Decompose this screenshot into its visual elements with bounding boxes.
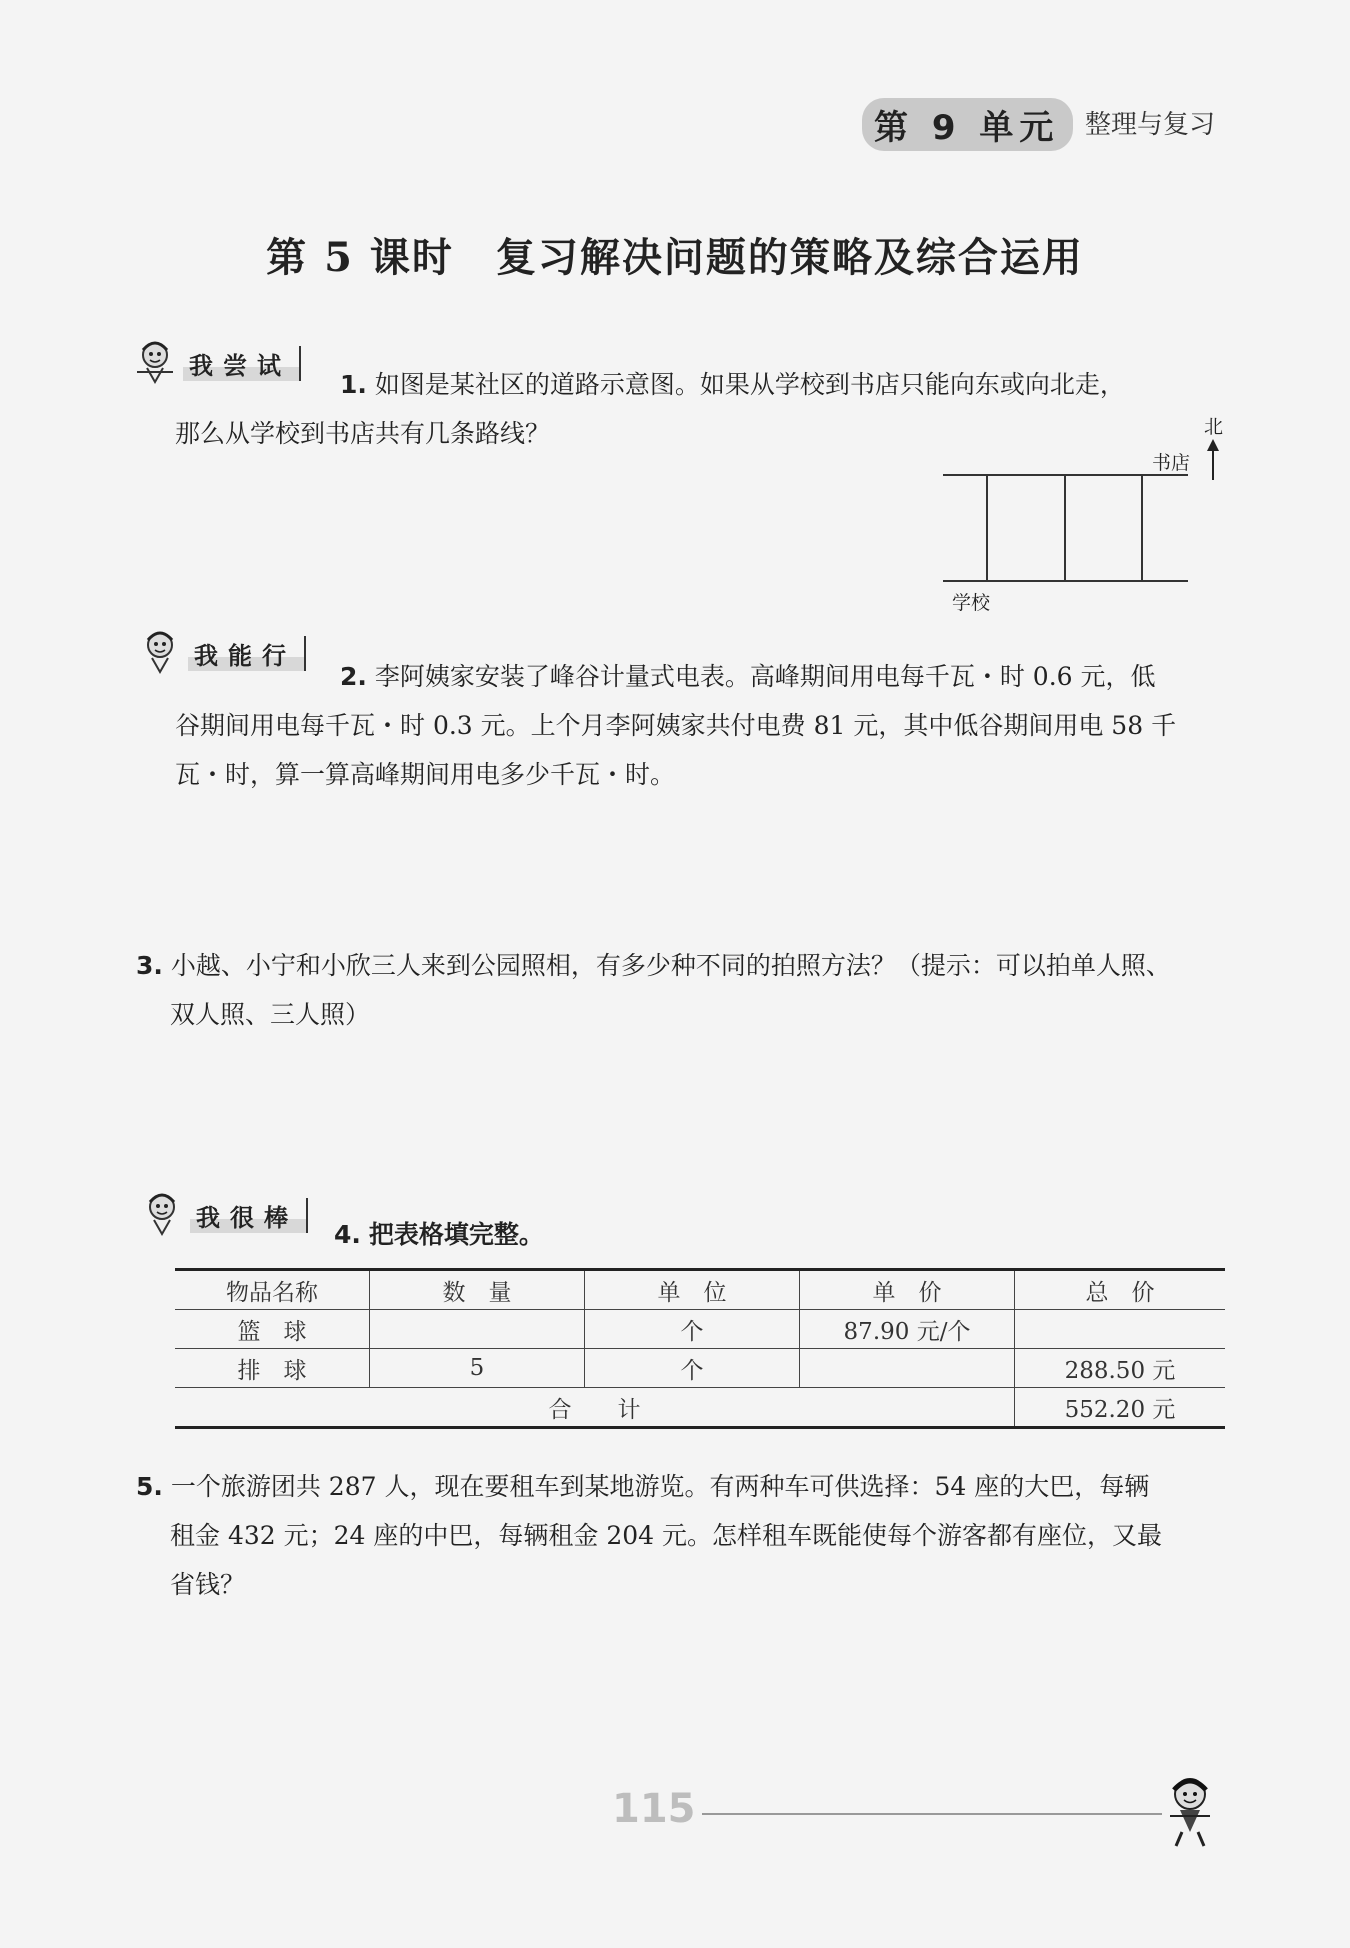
question-1-number: 1. xyxy=(340,370,367,399)
table-header-row xyxy=(175,1270,1225,1310)
table-header-cell: 物品名称 xyxy=(175,1270,370,1310)
table-total-row xyxy=(175,1388,1225,1428)
question-4-number: 4. xyxy=(334,1220,361,1249)
question-2-line1 xyxy=(340,652,1240,701)
table-total-value: 552.20 元 xyxy=(1015,1388,1226,1428)
question-5-line1 xyxy=(136,1462,1236,1511)
question-5-number: 5. xyxy=(136,1472,163,1501)
goods-table xyxy=(175,1268,1225,1429)
table-row xyxy=(175,1310,1225,1349)
table-cell xyxy=(1015,1310,1226,1349)
table-row xyxy=(175,1349,1225,1388)
question-4-line1 xyxy=(334,1210,544,1259)
mascot-icon xyxy=(138,628,184,678)
section-label-can: 我能行 xyxy=(188,636,306,671)
table-cell: 87.90 元/个 xyxy=(800,1310,1015,1349)
lesson-title: 第 5 课时 复习解决问题的策略及综合运用 xyxy=(266,234,1084,281)
table-cell: 5 xyxy=(370,1349,585,1388)
table-header-cell: 总 价 xyxy=(1015,1270,1226,1310)
question-1-text: 如图是某社区的道路示意图。如果从学校到书店只能向东或向北走， xyxy=(374,370,1125,399)
table-cell xyxy=(800,1349,1015,1388)
mascot-icon xyxy=(133,338,179,388)
question-3-text: 小越、小宁和小欣三人来到公园照相，有多少种不同的拍照方法？（提示：可以拍单人照、 xyxy=(170,951,1171,980)
question-5-line3: 省钱？ xyxy=(170,1570,246,1599)
footer-mascot-icon xyxy=(1160,1772,1230,1852)
question-1-line2: 那么从学校到书店共有几条路线？ xyxy=(175,419,551,448)
footer-rule xyxy=(702,1813,1162,1815)
table-cell xyxy=(370,1310,585,1349)
question-1-line1 xyxy=(340,360,1240,409)
north-arrow-icon xyxy=(1207,439,1219,480)
table-total-label: 合 计 xyxy=(175,1388,1015,1428)
section-label-great: 我很棒 xyxy=(190,1198,308,1233)
question-3-line2: 双人照、三人照） xyxy=(170,1000,371,1029)
unit-badge: 第 9 单元 xyxy=(862,98,1073,151)
section-badge-try xyxy=(133,338,301,388)
section-label-try: 我尝试 xyxy=(183,346,301,381)
table-cell: 个 xyxy=(585,1349,800,1388)
question-5-line2: 租金 432 元；24 座的中巴，每辆租金 204 元。怎样租车既能使每个游客都有座位，又最 xyxy=(170,1521,1162,1550)
page-number: 115 xyxy=(612,1786,696,1832)
road-map-diagram xyxy=(930,405,1230,625)
question-3-line1 xyxy=(136,941,1236,990)
table-cell: 个 xyxy=(585,1310,800,1349)
table-header-cell: 数 量 xyxy=(370,1270,585,1310)
table-header-cell: 单 位 xyxy=(585,1270,800,1310)
question-2-line2: 谷期间用电每千瓦・时 0.3 元。上个月李阿姨家共付电费 81 元，其中低谷期间用电 58 千 xyxy=(175,711,1177,740)
mascot-icon xyxy=(140,1190,186,1240)
store-label: 书店 xyxy=(1152,452,1191,474)
question-5-text: 一个旅游团共 287 人，现在要租车到某地游览。有两种车可供选择：54 座的大巴，每辆 xyxy=(170,1472,1150,1501)
table-cell: 篮 球 xyxy=(175,1310,370,1349)
school-label: 学校 xyxy=(952,592,991,614)
north-label: 北 xyxy=(1204,416,1224,438)
table-header-cell: 单 价 xyxy=(800,1270,1015,1310)
section-badge-great xyxy=(140,1190,308,1240)
table-cell: 排 球 xyxy=(175,1349,370,1388)
table-cell: 288.50 元 xyxy=(1015,1349,1226,1388)
section-badge-can xyxy=(138,628,306,678)
unit-subtitle: 整理与复习 xyxy=(1085,110,1216,140)
question-3-number: 3. xyxy=(136,951,163,980)
question-2-line3: 瓦・时，算一算高峰期间用电多少千瓦・时。 xyxy=(175,760,676,789)
question-2-number: 2. xyxy=(340,662,367,691)
question-4-text: 把表格填完整。 xyxy=(368,1220,544,1249)
question-2-text: 李阿姨家安装了峰谷计量式电表。高峰期间用电每千瓦・时 0.6 元，低 xyxy=(374,662,1156,691)
